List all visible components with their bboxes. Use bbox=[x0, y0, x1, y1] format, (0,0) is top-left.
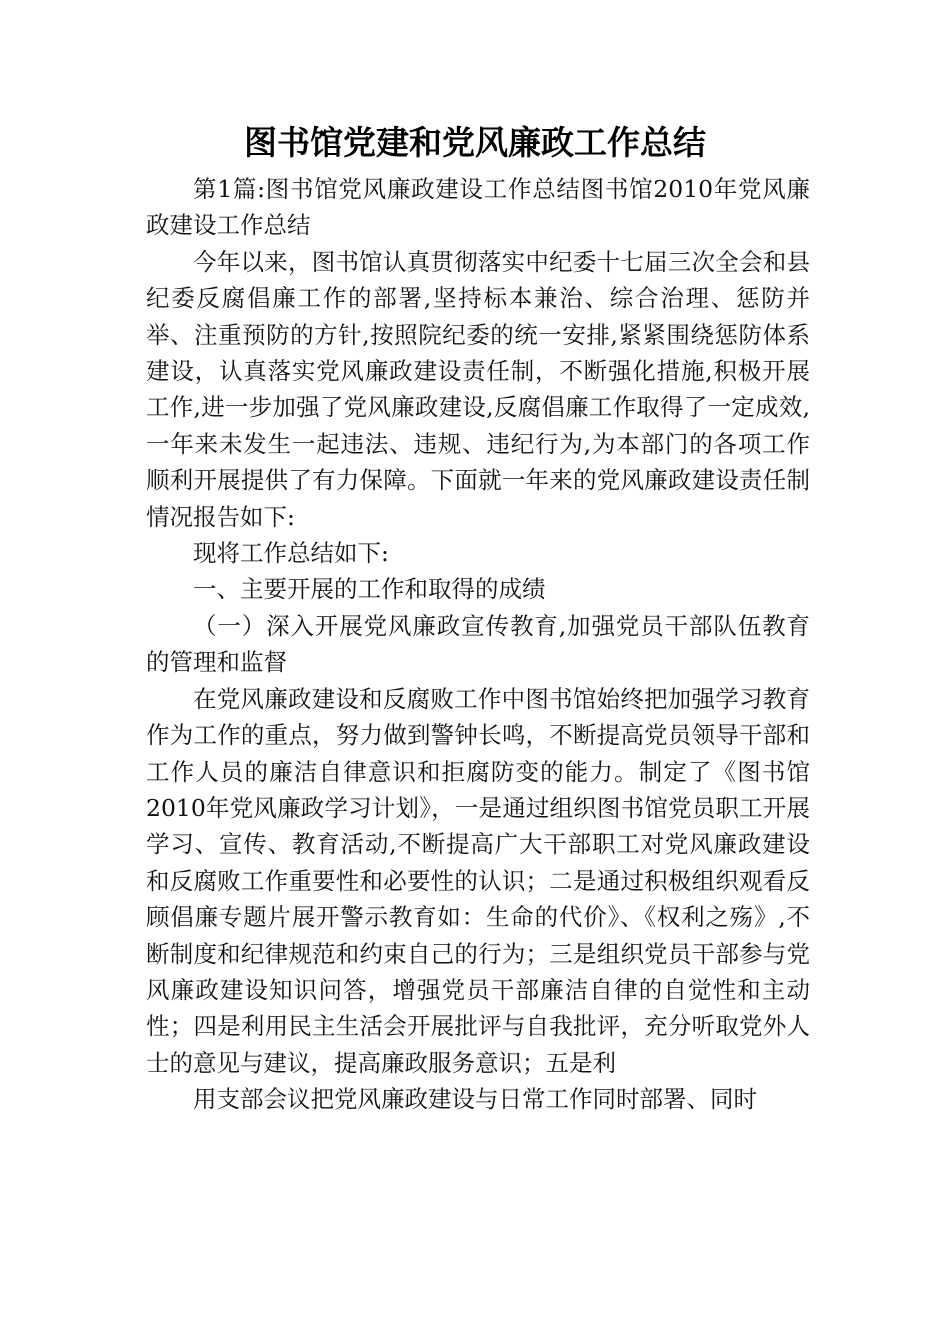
subsection-heading-1: （一）深入开展党风廉政宣传教育,加强党员干部队伍教育的管理和监督 bbox=[146, 611, 810, 677]
section-heading-1: 一、主要开展的工作和取得的成绩 bbox=[193, 575, 546, 604]
paragraph-heading-line: 第1篇:图书馆党风廉政建设工作总结图书馆2010年党风廉政建设工作总结 bbox=[146, 175, 810, 240]
document-body bbox=[146, 171, 810, 1118]
paragraph-summary-lead: 现将工作总结如下: bbox=[193, 539, 389, 568]
document-title: 图书馆党建和党风廉政工作总结 bbox=[244, 123, 706, 162]
paragraph-continuation: 用支部会议把党风廉政建设与日常工作同时部署、同时 bbox=[193, 1085, 757, 1114]
paragraph-intro: 今年以来，图书馆认真贯彻落实中纪委十七届三次全会和县纪委反腐倡廉工作的部署,坚持标本兼治、综合治理、惩防并举、注重预防的方针,按照院纪委的统一安排,紧紧围绕惩防体系建设，认真落实党风廉政建设责任制，不断强化措施,积极开展工作,进一步加强了党风廉政建设,反腐倡廉工作取得了一定成效,一年来未发生一起违法、违规、违纪行为,为本部门的各项工作顺利开展提供了有力保障。下面就一年来的党风廉政建设责任制情况报告如下: bbox=[146, 247, 810, 531]
paragraph-education: 在党风廉政建设和反腐败工作中图书馆始终把加强学习教育作为工作的重点，努力做到警钟长鸣，不断提高党员领导干部和工作人员的廉洁自律意识和拒腐防变的能力。制定了《图书馆2010年党风廉政学习计划》，一是通过组织图书馆党员职工开展学习、宣传、教育活动,不断提高广大干部职工对党风廉政建设和反腐败工作重要性和必要性的认识；二是通过积极组织观看反顾倡廉专题片展开警示教育如：生命的代价》、《权利之殇》,不断制度和纪律规范和约束自己的行为；三是组织党员干部参与党风廉政建设知识问答，增强党员干部廉洁自律的自觉性和主动性；四是利用民主生活会开展批评与自我批评，充分听取党外人士的意见与建议，提高廉政服务意识；五是利 bbox=[146, 684, 810, 1077]
